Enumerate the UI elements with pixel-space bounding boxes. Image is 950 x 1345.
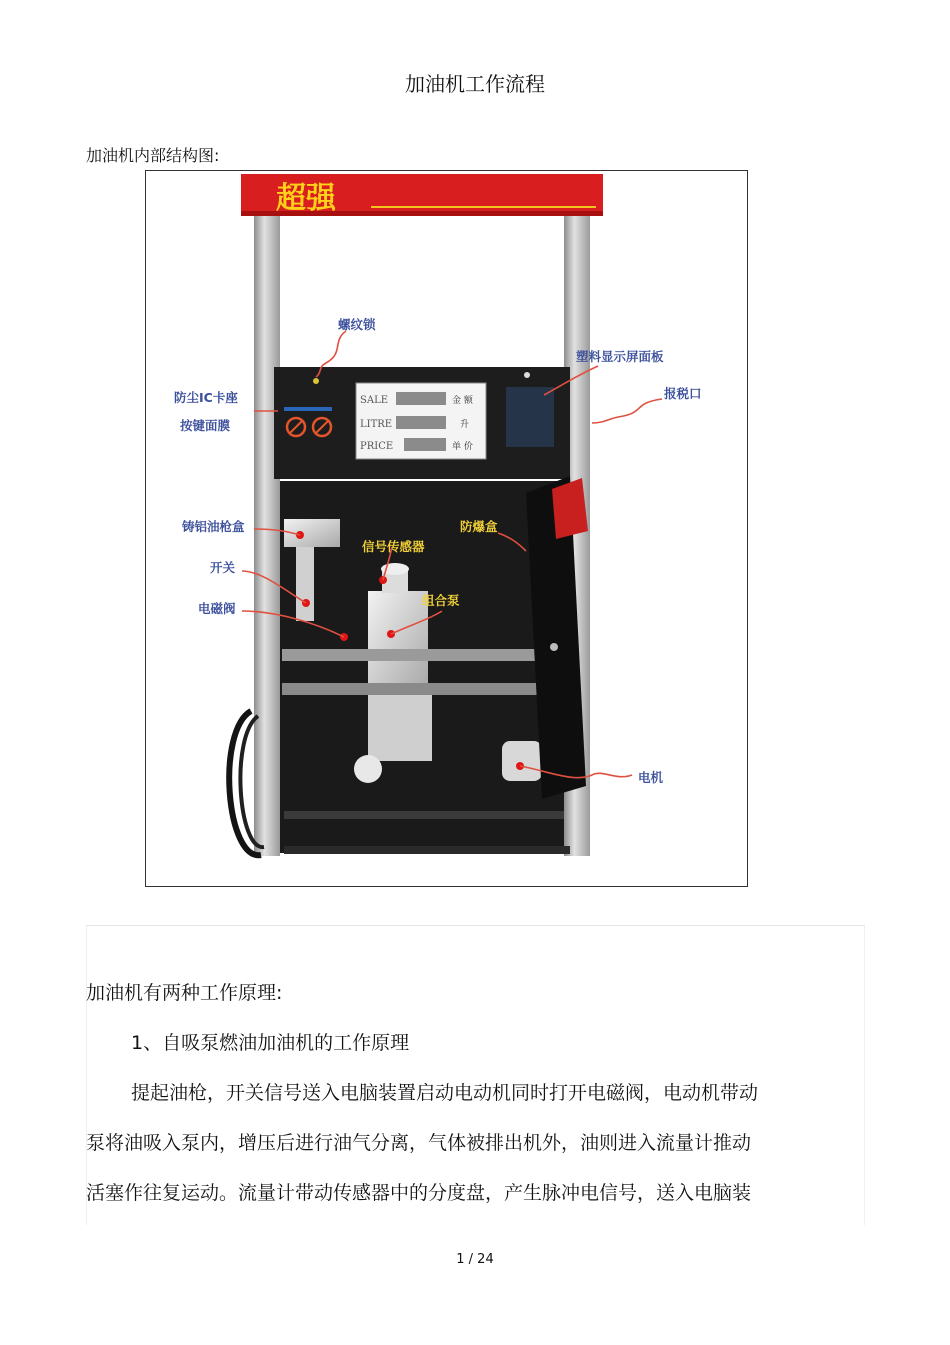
figure-caption: 加油机内部结构图: [86, 146, 220, 165]
canopy-sign [241, 174, 603, 216]
fuel-dispenser-figure [145, 170, 748, 887]
subsection-heading: 1、自吸泵燃油加油机的工作原理 [131, 1032, 410, 1054]
display-row-sale-label: SALE [360, 395, 389, 406]
label-ic-seat: 防尘IC卡座 [174, 390, 238, 405]
display-row-litre-label: LITRE [360, 419, 393, 430]
display-row-price-unit: 单 价 [452, 442, 473, 452]
body-line-1: 提起油枪，开关信号送入电脑装置启动电动机同时打开电磁阀，电动机带动 [131, 1082, 759, 1104]
body-line-3: 活塞作往复运动。流量计带动传感器中的分度盘，产生脉冲电信号，送入电脑装 [86, 1182, 752, 1204]
display-row-price-label: PRICE [360, 441, 394, 452]
label-lock: 螺纹锁 [338, 317, 376, 332]
left-pillar [254, 216, 280, 856]
brand-text: 超强 [276, 181, 336, 216]
label-switch: 开关 [210, 560, 236, 575]
label-explosion-box: 防爆盒 [460, 519, 498, 534]
body-line-2: 泵将油吸入泵内，增压后进行油气分离，气体被排出机外，油则进入流量计推动 [86, 1132, 752, 1154]
display-head [274, 367, 570, 479]
label-sensor: 信号传感器 [362, 539, 425, 554]
label-solenoid: 电磁阀 [198, 601, 236, 616]
section-intro: 加油机有两种工作原理: [86, 982, 283, 1004]
page-title: 加油机工作流程 [405, 72, 545, 96]
cabinet-interior [229, 481, 570, 855]
label-motor: 电机 [638, 770, 664, 785]
label-keypad: 按键面膜 [180, 418, 231, 433]
display-row-sale-unit: 金 额 [452, 396, 473, 406]
label-tax-port: 报税口 [664, 386, 702, 401]
label-plastic-panel: 塑料显示屏面板 [576, 349, 664, 364]
display-row-litre-unit: 升 [460, 420, 470, 430]
label-pump: 组合泵 [422, 593, 460, 608]
label-nozzle-box: 铸铝油枪盒 [182, 519, 245, 534]
page-number: 1 / 24 [456, 1252, 494, 1267]
